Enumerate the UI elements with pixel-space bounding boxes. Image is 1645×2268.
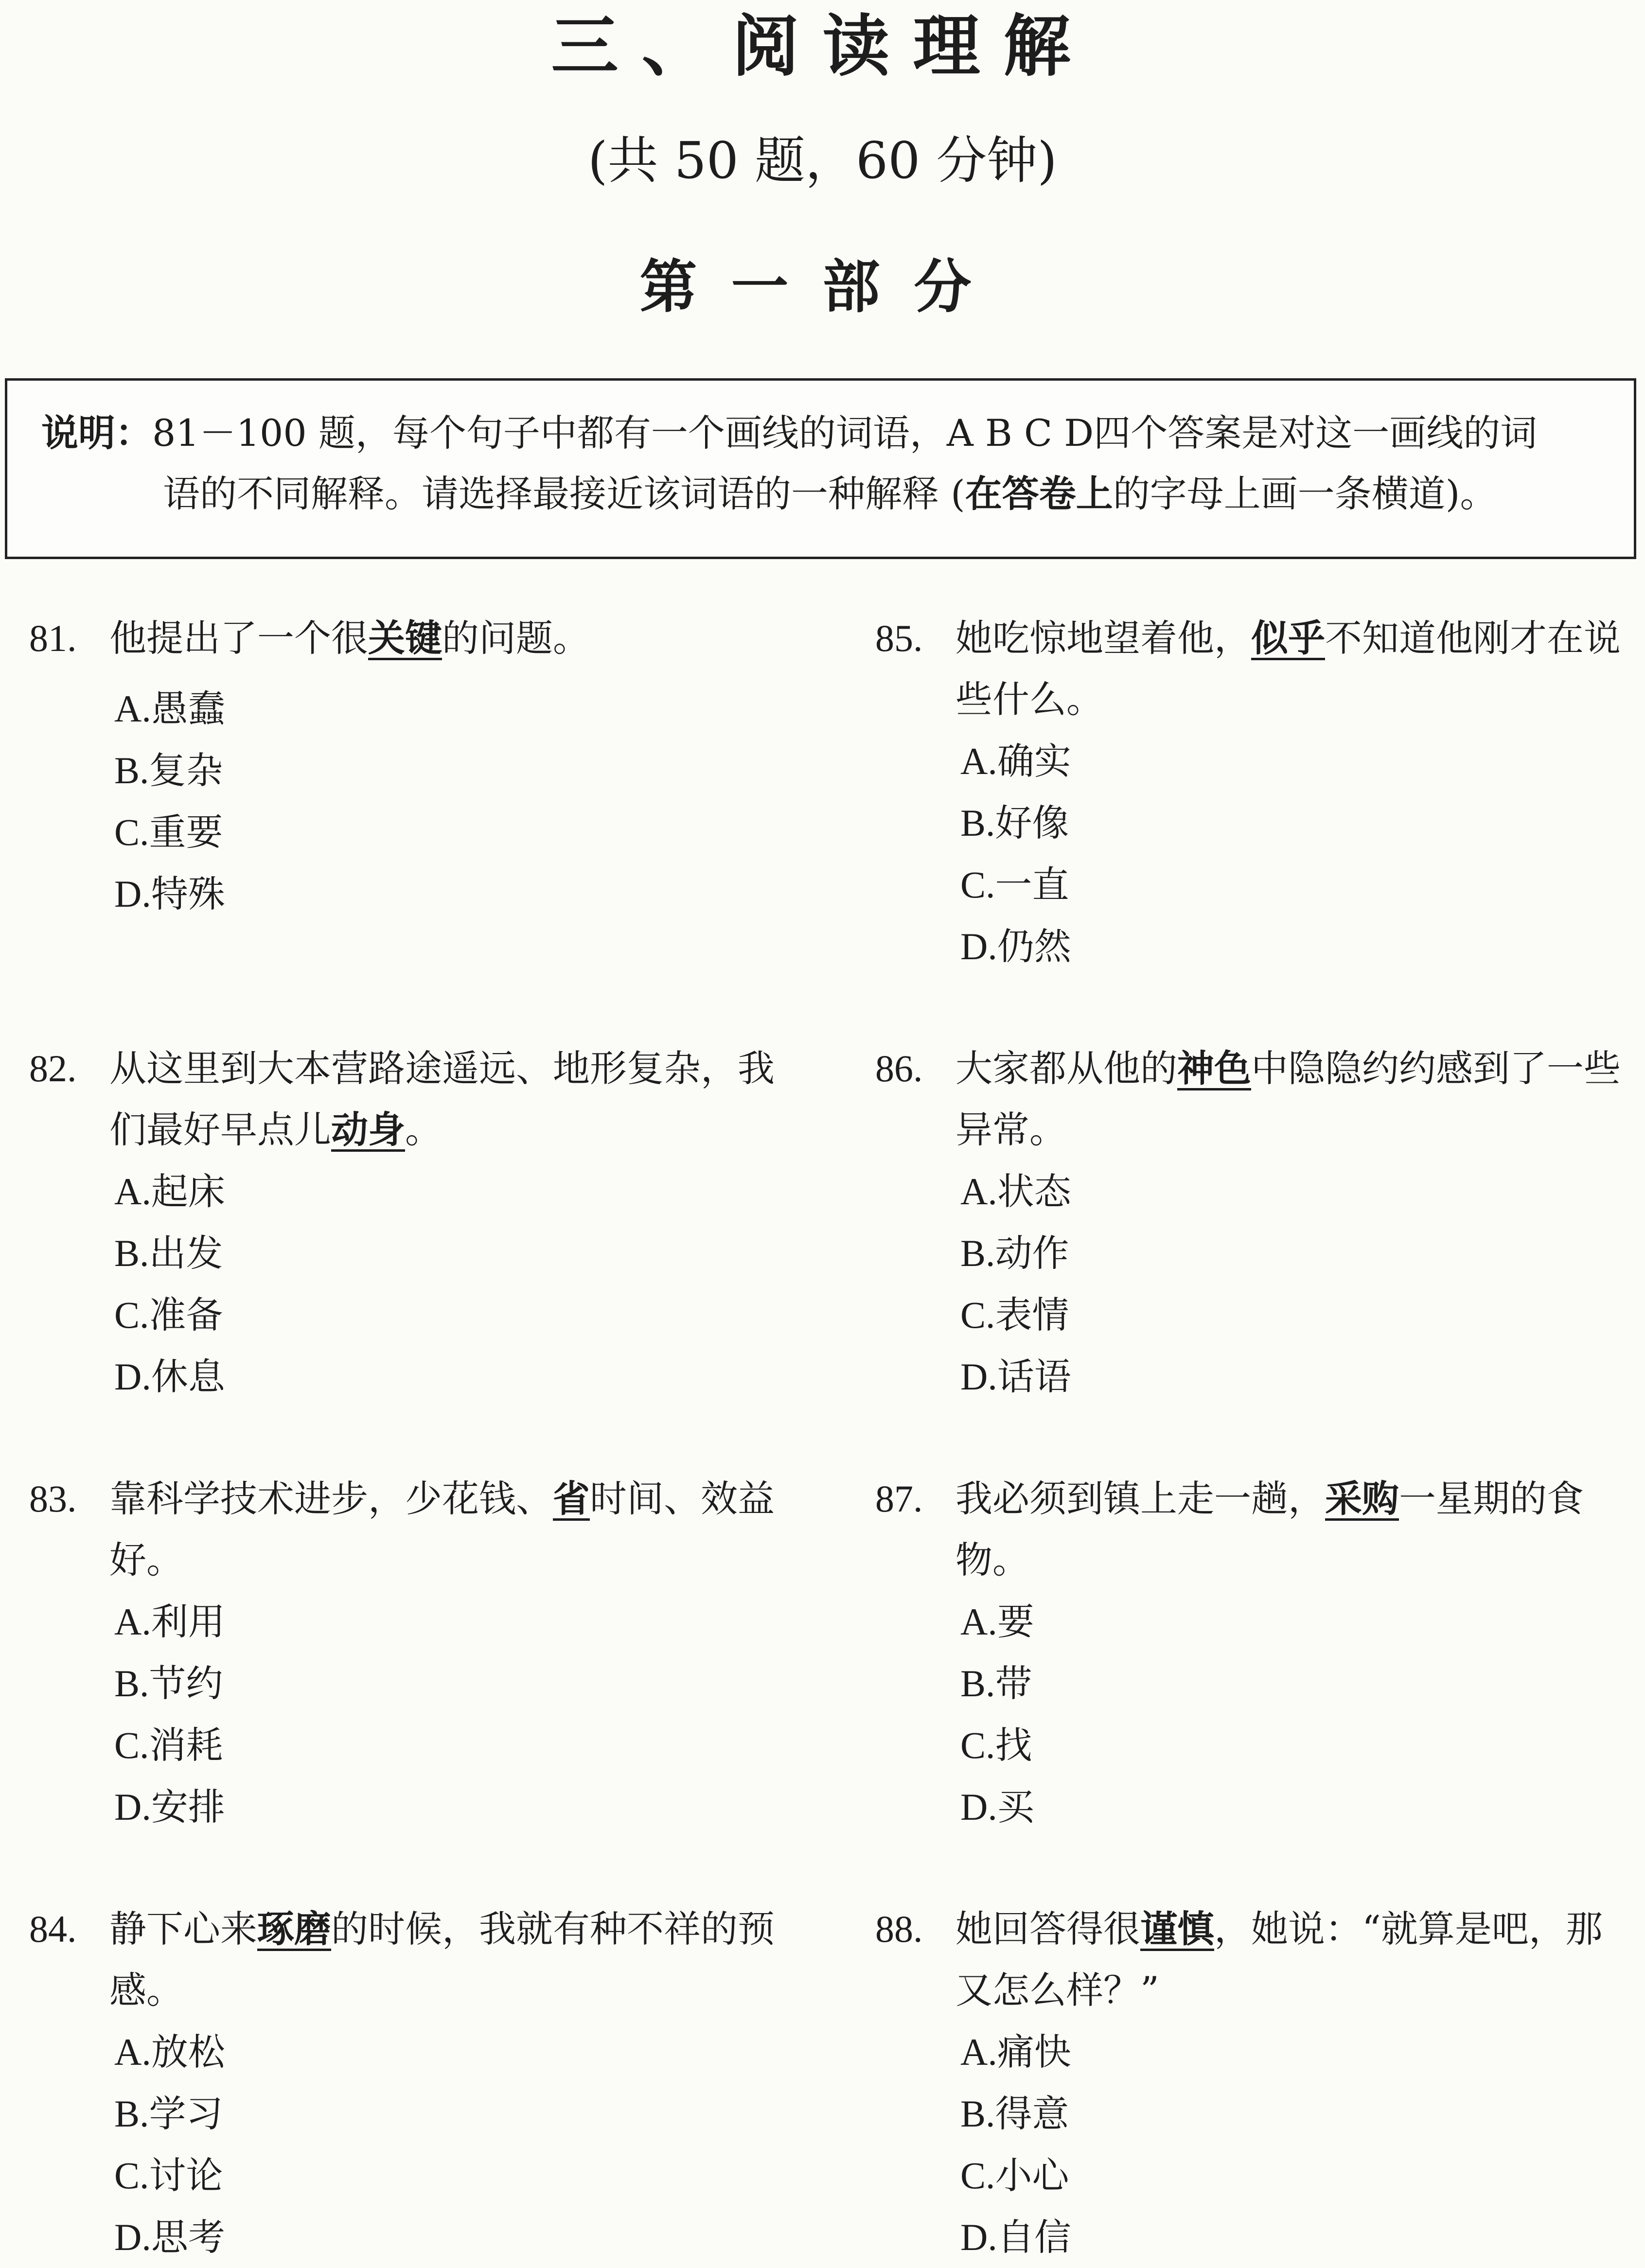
option-c[interactable] [960, 1284, 1634, 1346]
stem-after: 中隐隐约约感到了一些异常。 [955, 1047, 1621, 1151]
instructions-line-2 [41, 463, 1605, 524]
option-text: 仍然 [997, 925, 1071, 968]
question-text [955, 1468, 1634, 1591]
instructions-box [5, 378, 1636, 559]
option-text: 休息 [151, 1355, 225, 1398]
option-text: 学习 [149, 2092, 223, 2135]
option-letter: C. [114, 811, 149, 853]
option-letter: C. [114, 1724, 149, 1766]
part-heading: 第一部分 [639, 253, 1006, 320]
question-number: 88. [875, 1908, 923, 1950]
instructions-bold: 在答卷上 [965, 472, 1113, 515]
answer-options [29, 2021, 788, 2268]
option-letter: A. [960, 1600, 997, 1643]
option-text: 一直 [995, 863, 1069, 906]
question-number: 85. [875, 617, 923, 659]
question-stem [875, 1899, 1634, 2021]
option-text: 要 [997, 1600, 1034, 1643]
option-letter: D. [114, 1786, 151, 1828]
stem-before: 从这里到大本营路途遥远、地形复杂，我们最好早点儿 [109, 1047, 775, 1151]
option-d[interactable] [114, 1776, 788, 1838]
option-d[interactable] [114, 1346, 788, 1407]
option-b[interactable] [114, 739, 788, 801]
option-b[interactable] [960, 1222, 1634, 1284]
stem-after: 的问题。 [442, 616, 590, 660]
section-title: 三、阅读理解 [551, 6, 1094, 86]
question-88 [875, 1899, 1634, 2268]
option-letter: D. [114, 873, 151, 915]
option-b[interactable] [960, 792, 1634, 854]
option-c[interactable] [114, 1714, 788, 1776]
question-number: 84. [29, 1908, 77, 1950]
question-stem [875, 1468, 1634, 1591]
stem-before: 他提出了一个很 [109, 616, 368, 660]
underlined-word: 神色 [1177, 1047, 1251, 1090]
option-text: 讨论 [149, 2154, 223, 2197]
answer-options [875, 730, 1634, 977]
option-letter: D. [114, 2216, 151, 2258]
question-85 [875, 608, 1634, 977]
option-text: 思考 [151, 2215, 225, 2259]
answer-options [875, 1591, 1634, 1838]
option-c[interactable] [114, 2145, 788, 2206]
question-text [955, 1899, 1634, 2021]
answer-options [875, 2021, 1634, 2268]
option-text: 小心 [995, 2154, 1069, 2197]
option-d[interactable] [960, 1776, 1634, 1838]
option-letter: A. [114, 687, 151, 730]
option-letter: B. [114, 2092, 149, 2135]
option-text: 放松 [151, 2030, 225, 2074]
option-c[interactable] [114, 1284, 788, 1346]
stem-before: 靠科学技术进步，少花钱、 [109, 1477, 553, 1520]
option-text: 出发 [149, 1231, 223, 1275]
question-number: 86. [875, 1047, 923, 1090]
option-text: 找 [995, 1723, 1032, 1767]
question-86 [875, 1038, 1634, 1407]
option-text: 痛快 [997, 2030, 1071, 2074]
option-letter: A. [114, 1600, 151, 1643]
instructions-line-1 [41, 403, 1605, 463]
option-letter: A. [960, 740, 997, 782]
option-a[interactable] [960, 2021, 1634, 2083]
option-c[interactable] [960, 2145, 1634, 2206]
underlined-word: 省 [553, 1477, 590, 1520]
option-letter: D. [960, 1786, 997, 1828]
option-c[interactable] [960, 1714, 1634, 1776]
option-letter: A. [114, 2031, 151, 2073]
question-text [109, 1038, 788, 1160]
stem-before: 她回答得很 [955, 1907, 1140, 1951]
option-letter: D. [960, 1355, 997, 1398]
option-b[interactable] [114, 2083, 788, 2145]
question-text [109, 1899, 788, 2021]
option-b[interactable] [960, 2083, 1634, 2145]
question-text [955, 608, 1634, 730]
option-a[interactable] [960, 730, 1634, 792]
instructions-text: 81－100 题，每个句子中都有一个画线的词语，A B C D四个答案是对这一画线的词 [152, 411, 1538, 455]
option-b[interactable] [960, 1653, 1634, 1714]
option-letter: A. [960, 1170, 997, 1213]
stem-before: 我必须到镇上走一趟， [955, 1477, 1325, 1520]
underlined-word: 谨慎 [1140, 1907, 1214, 1951]
option-letter: B. [114, 1662, 149, 1705]
option-letter: C. [960, 1294, 995, 1336]
option-letter: B. [960, 2092, 995, 2135]
option-c[interactable] [960, 854, 1634, 915]
section-subtitle: (共 50 题，60 分钟) [588, 131, 1057, 190]
option-text: 复杂 [149, 749, 223, 792]
question-stem [29, 1899, 788, 2021]
stem-before: 大家都从他的 [955, 1047, 1177, 1090]
option-text: 起床 [151, 1170, 225, 1213]
option-letter: C. [960, 1724, 995, 1766]
option-text: 重要 [149, 810, 223, 854]
option-text: 节约 [149, 1662, 223, 1705]
option-b[interactable] [114, 1653, 788, 1714]
option-text: 得意 [995, 2092, 1069, 2135]
stem-after: 时间、效益好。 [109, 1477, 775, 1582]
answer-options [29, 1160, 788, 1407]
option-text: 准备 [149, 1293, 223, 1336]
option-letter: B. [114, 1232, 149, 1274]
option-text: 买 [997, 1785, 1034, 1828]
stem-after: ，她说：“就算是吧，那又怎么样？” [955, 1907, 1603, 2012]
question-text [109, 1468, 788, 1591]
option-letter: D. [114, 1355, 151, 1398]
option-text: 利用 [151, 1600, 225, 1643]
stem-after: 的时候，我就有种不祥的预感。 [109, 1907, 775, 2012]
option-c[interactable] [114, 801, 788, 863]
option-letter: B. [960, 1232, 995, 1274]
option-text: 好像 [995, 801, 1069, 844]
option-text: 确实 [997, 739, 1071, 783]
option-letter: D. [960, 2216, 997, 2258]
option-letter: B. [114, 749, 149, 791]
option-a[interactable] [114, 2021, 788, 2083]
question-stem [875, 1038, 1634, 1160]
answer-options [875, 1160, 1634, 1407]
question-84 [29, 1899, 788, 2268]
underlined-word: 琢磨 [257, 1907, 331, 1951]
stem-before: 静下心来 [109, 1907, 257, 1951]
option-a[interactable] [960, 1160, 1634, 1222]
underlined-word: 似乎 [1251, 616, 1325, 660]
option-letter: B. [960, 1662, 995, 1705]
option-text: 话语 [997, 1355, 1071, 1398]
option-d[interactable] [114, 2206, 788, 2268]
question-stem [29, 1038, 788, 1160]
option-text: 自信 [997, 2215, 1071, 2259]
question-text [955, 1038, 1634, 1160]
underlined-word: 关键 [368, 616, 442, 660]
instructions-text-2: 语的不同解释。请选择最接近该词语的一种解释 ( [163, 472, 965, 515]
option-text: 消耗 [149, 1723, 223, 1767]
option-a[interactable] [960, 1591, 1634, 1653]
option-d[interactable] [960, 2206, 1634, 2268]
option-a[interactable] [114, 1160, 788, 1222]
answer-options [29, 1591, 788, 1838]
question-number: 87. [875, 1477, 923, 1520]
option-d[interactable] [960, 1346, 1634, 1407]
question-number: 82. [29, 1047, 77, 1090]
question-stem [29, 608, 788, 669]
question-stem [29, 1468, 788, 1591]
question-text [109, 608, 788, 669]
stem-after: 一星期的食物。 [955, 1477, 1584, 1582]
stem-after: 。 [405, 1108, 442, 1151]
option-text: 愚蠢 [151, 687, 225, 730]
option-letter: C. [960, 863, 995, 906]
option-text: 安排 [151, 1785, 225, 1828]
question-82 [29, 1038, 788, 1407]
option-letter: C. [114, 1294, 149, 1336]
stem-before: 她吃惊地望着他， [955, 616, 1251, 660]
option-d[interactable] [114, 863, 788, 925]
option-text: 特殊 [151, 872, 225, 915]
question-stem [875, 608, 1634, 730]
instructions-label: 说明： [41, 411, 152, 455]
option-text: 表情 [995, 1293, 1069, 1336]
option-text: 状态 [997, 1170, 1071, 1213]
option-text: 带 [995, 1662, 1032, 1705]
option-letter: B. [960, 802, 995, 844]
option-a[interactable] [114, 678, 788, 739]
option-d[interactable] [960, 915, 1634, 977]
answer-options [29, 678, 788, 925]
option-letter: A. [114, 1170, 151, 1213]
question-83 [29, 1468, 788, 1838]
underlined-word: 动身 [331, 1108, 405, 1151]
question-number: 83. [29, 1477, 77, 1520]
question-number: 81. [29, 617, 77, 659]
option-letter: D. [960, 925, 997, 967]
option-letter: C. [114, 2154, 149, 2197]
option-b[interactable] [114, 1222, 788, 1284]
option-letter: C. [960, 2154, 995, 2197]
stem-after: 不知道他刚才在说些什么。 [955, 616, 1621, 721]
option-a[interactable] [114, 1591, 788, 1653]
question-87 [875, 1468, 1634, 1838]
question-81 [29, 608, 788, 925]
underlined-word: 采购 [1325, 1477, 1399, 1520]
option-letter: A. [960, 2031, 997, 2073]
option-text: 动作 [995, 1231, 1069, 1275]
instructions-text-3: 的字母上画一条横道)。 [1113, 472, 1497, 515]
